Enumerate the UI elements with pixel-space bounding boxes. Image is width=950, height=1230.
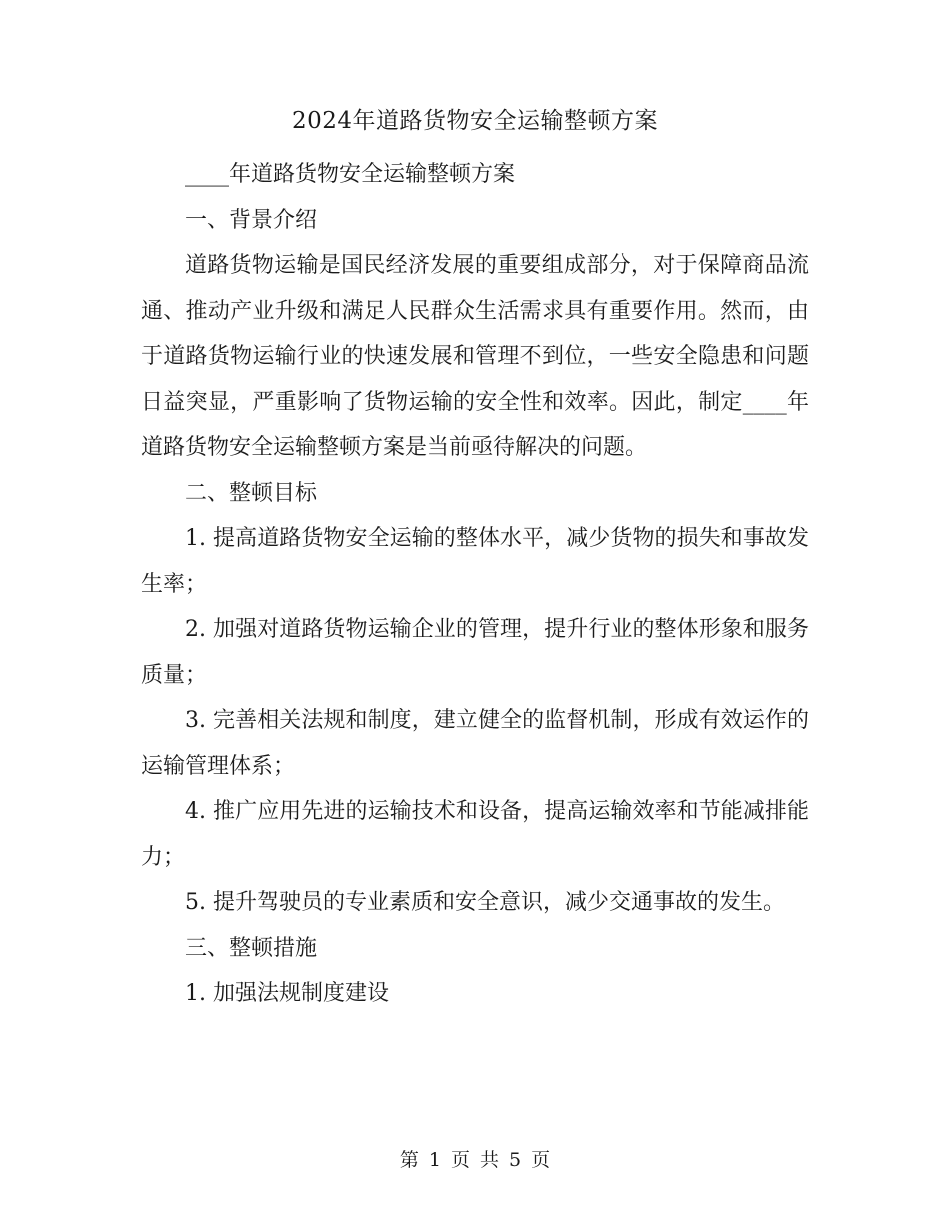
goal-item-1: 1. 提高道路货物安全运输的整体水平，减少货物的损失和事故发生率； [141,526,809,597]
section-heading-measures: 三、整顿措施 [185,935,318,961]
paragraph-background: 道路货物运输是国民经济发展的重要组成部分，对于保障商品流通、推动产业升级和满足人民群众生活需求具有重要作用。然而，由于道路货物运输行业的快速发展和管理不到位，一些安全隐患和问题日益突显，严重影响了货物运输的安全性和效率。因此，制定____年道路货物安全运输整顿方案是当前亟待解决的问题。 [141,253,809,460]
document-title: 2024年道路货物安全运输整顿方案 [291,108,659,134]
section-heading-background: 一、背景介绍 [185,207,318,233]
goal-item-2: 2. 加强对道路货物运输企业的管理，提升行业的整体形象和服务质量； [141,617,809,688]
page-footer: 第 1 页 共 5 页 [399,1149,551,1171]
section-heading-goals: 二、整顿目标 [185,480,318,506]
goal-item-4: 4. 推广应用先进的运输技术和设备，提高运输效率和节能减排能力； [141,799,809,870]
document-body [141,152,809,1017]
paragraph-subtitle: ____年道路货物安全运输整顿方案 [185,162,516,187]
measure-item-1: 1. 加强法规制度建设 [185,981,389,1006]
goal-item-3: 3. 完善相关法规和制度，建立健全的监督机制，形成有效运作的运输管理体系； [141,708,809,779]
goal-item-5: 5. 提升驾驶员的专业素质和安全意识，减少交通事故的发生。 [185,890,785,915]
